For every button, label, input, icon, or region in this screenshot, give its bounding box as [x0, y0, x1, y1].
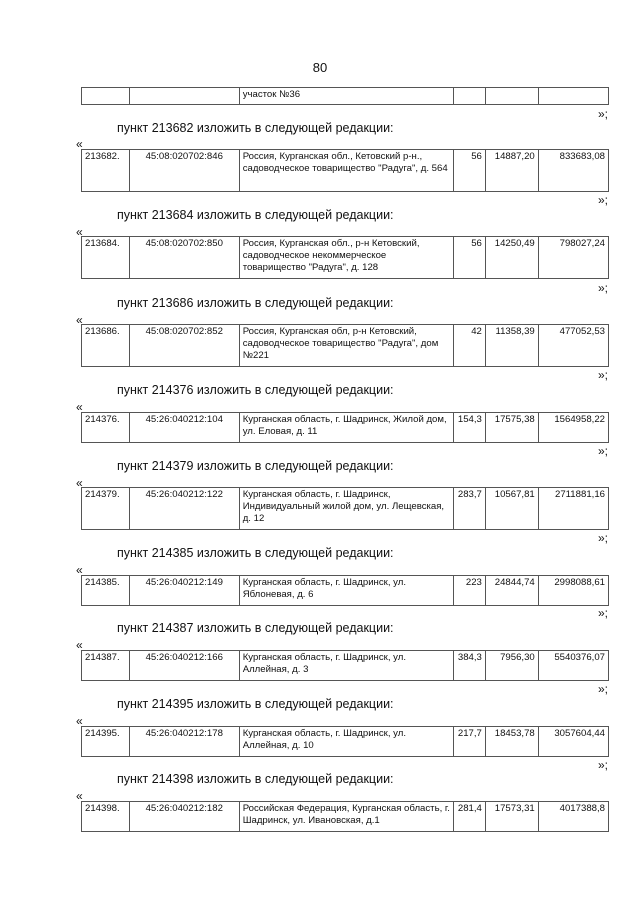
opening-quote: «	[76, 400, 83, 414]
cell-cadastral: 45:26:040212:178	[129, 727, 239, 757]
record-table	[81, 726, 609, 757]
cell-cadastral: 45:26:040212:166	[129, 651, 239, 681]
table-row	[82, 413, 609, 443]
cell-price: 11358,39	[485, 325, 538, 367]
table-row	[82, 802, 609, 832]
cell-address: Курганская область, г. Шадринск, Индивидуальный жилой дом, ул. Лещевская, д. 12	[239, 488, 454, 530]
record-table	[81, 650, 609, 681]
cell-total	[538, 88, 608, 105]
amendment-instruction: пункт 214376 изложить в следующей редакции:	[117, 383, 394, 397]
cell-address: Российская Федерация, Курганская область, г. Шадринск, ул. Ивановская, д.1	[239, 802, 454, 832]
closing-quote: »;	[598, 682, 609, 696]
page-number: 80	[312, 60, 328, 75]
cell-num: 214395.	[82, 727, 130, 757]
amendment-instruction: пункт 213682 изложить в следующей редакции:	[117, 121, 394, 135]
table-row	[82, 651, 609, 681]
closing-quote: »;	[598, 193, 609, 207]
amendment-instruction: пункт 214379 изложить в следующей редакции:	[117, 459, 394, 473]
cell-area: 56	[454, 237, 486, 279]
amendment-instruction: пункт 213684 изложить в следующей редакции:	[117, 208, 394, 222]
cell-num	[82, 88, 130, 105]
cell-area: 283,7	[454, 488, 486, 530]
table-row-continuation	[81, 87, 609, 105]
amendment-instruction: пункт 214395 изложить в следующей редакции:	[117, 697, 394, 711]
amendment-instruction: пункт 213686 изложить в следующей редакции:	[117, 296, 394, 310]
cell-cadastral	[129, 88, 239, 105]
table-row	[82, 150, 609, 192]
amendment-instruction: пункт 214385 изложить в следующей редакции:	[117, 546, 394, 560]
cell-num: 213684.	[82, 237, 130, 279]
table-row	[82, 727, 609, 757]
cell-num: 214376.	[82, 413, 130, 443]
cell-cadastral: 45:26:040212:182	[129, 802, 239, 832]
opening-quote: «	[76, 137, 83, 151]
cell-num: 214387.	[82, 651, 130, 681]
cell-total: 477052,53	[538, 325, 608, 367]
opening-quote: «	[76, 563, 83, 577]
closing-quote: »;	[598, 606, 609, 620]
cell-num: 213686.	[82, 325, 130, 367]
cell-price: 17575,38	[485, 413, 538, 443]
closing-quote: »;	[598, 758, 609, 772]
cell-total: 3057604,44	[538, 727, 608, 757]
cell-cadastral: 45:08:020702:850	[129, 237, 239, 279]
record-table	[81, 487, 609, 530]
table-row	[82, 325, 609, 367]
cell-area: 217,7	[454, 727, 486, 757]
cell-cadastral: 45:08:020702:852	[129, 325, 239, 367]
opening-quote: «	[76, 638, 83, 652]
cell-total: 798027,24	[538, 237, 608, 279]
cell-address: Курганская область, г. Шадринск, ул. Яблоневая, д. 6	[239, 576, 454, 606]
cell-address: Россия, Курганская обл, р-н Кетовский, садоводческое товарищество "Радуга", дом №221	[239, 325, 454, 367]
cell-total: 2998088,61	[538, 576, 608, 606]
cell-area: 384,3	[454, 651, 486, 681]
cell-area: 281,4	[454, 802, 486, 832]
cell-total: 1564958,22	[538, 413, 608, 443]
closing-quote: »;	[598, 531, 609, 545]
opening-quote: «	[76, 789, 83, 803]
record-table	[81, 412, 609, 443]
closing-quote: »;	[598, 281, 609, 295]
opening-quote: «	[76, 476, 83, 490]
cell-address: Россия, Курганская обл., р-н Кетовский, садоводческое некоммерческое товарищество "Радуга", д. 128	[239, 237, 454, 279]
cell-price: 24844,74	[485, 576, 538, 606]
cell-address: Курганская область, г. Шадринск, Жилой дом, ул. Еловая, д. 11	[239, 413, 454, 443]
record-table	[81, 236, 609, 279]
record-table	[81, 575, 609, 606]
cell-price: 7956,30	[485, 651, 538, 681]
cell-price: 14887,20	[485, 150, 538, 192]
cell-num: 214379.	[82, 488, 130, 530]
cell-address: Россия, Курганская обл., Кетовский р-н., садоводческое товарищество "Радуга", д. 564	[239, 150, 454, 192]
cell-total: 833683,08	[538, 150, 608, 192]
record-table	[81, 801, 609, 832]
cell-cadastral: 45:08:020702:846	[129, 150, 239, 192]
record-table	[81, 324, 609, 367]
cell-cadastral: 45:26:040212:122	[129, 488, 239, 530]
table-row	[82, 576, 609, 606]
cell-num: 213682.	[82, 150, 130, 192]
cell-area: 154,3	[454, 413, 486, 443]
cell-price: 18453,78	[485, 727, 538, 757]
opening-quote: «	[76, 225, 83, 239]
cell-area: 42	[454, 325, 486, 367]
cell-price: 17573,31	[485, 802, 538, 832]
closing-quote: »;	[598, 107, 609, 121]
table-row	[82, 488, 609, 530]
cell-price	[485, 88, 538, 105]
cell-area: 223	[454, 576, 486, 606]
closing-quote: »;	[598, 444, 609, 458]
cell-address: Курганская область, г. Шадринск, ул. Аллейная, д. 10	[239, 727, 454, 757]
amendment-instruction: пункт 214398 изложить в следующей редакции:	[117, 772, 394, 786]
cell-address: Курганская область, г. Шадринск, ул. Аллейная, д. 3	[239, 651, 454, 681]
opening-quote: «	[76, 313, 83, 327]
cell-num: 214398.	[82, 802, 130, 832]
opening-quote: «	[76, 714, 83, 728]
closing-quote: »;	[598, 368, 609, 382]
cell-price: 10567,81	[485, 488, 538, 530]
amendment-instruction: пункт 214387 изложить в следующей редакции:	[117, 621, 394, 635]
cell-area	[454, 88, 486, 105]
cell-cadastral: 45:26:040212:149	[129, 576, 239, 606]
cell-address: участок №36	[239, 88, 454, 105]
cell-total: 5540376,07	[538, 651, 608, 681]
cell-cadastral: 45:26:040212:104	[129, 413, 239, 443]
table-row	[82, 237, 609, 279]
cell-price: 14250,49	[485, 237, 538, 279]
cell-total: 4017388,8	[538, 802, 608, 832]
cell-num: 214385.	[82, 576, 130, 606]
cell-total: 2711881,16	[538, 488, 608, 530]
cell-area: 56	[454, 150, 486, 192]
record-table	[81, 149, 609, 192]
